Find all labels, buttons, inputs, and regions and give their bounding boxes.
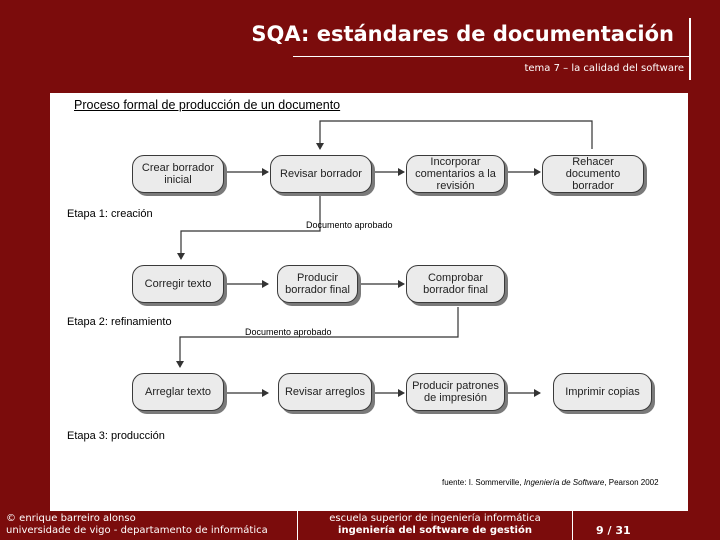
header-divider-horizontal [293, 56, 691, 57]
process-producir-borrador-final: Producir borrador final [277, 265, 358, 303]
process-crear-borrador: Crear borrador inicial [132, 155, 224, 193]
process-incorporar-comentarios: Incorporar comentarios a la revisión [406, 155, 505, 193]
footer-divider-right [572, 510, 573, 540]
footer-affiliation: universidade de vigo - departamento de informática [6, 525, 268, 536]
header-divider-vertical [689, 18, 691, 80]
footer-course-block [300, 513, 570, 537]
arrow-comprobar-loop-back [180, 307, 458, 367]
footer-author-block [6, 513, 268, 537]
source-prefix: fuente: I. Sommerville, [442, 478, 524, 487]
process-rehacer-documento: Rehacer documento borrador [542, 155, 644, 193]
process-imprimir-copias: Imprimir copias [553, 373, 652, 411]
process-revisar-borrador: Revisar borrador [270, 155, 372, 193]
stage-label-refinamiento: Etapa 2: refinamiento [67, 316, 172, 328]
slide-subtitle: tema 7 – la calidad del software [524, 63, 684, 74]
source-citation [442, 478, 659, 487]
process-arreglar-texto: Arreglar texto [132, 373, 224, 411]
footer-divider-left [297, 510, 298, 540]
content-title: Proceso formal de producción de un documento [74, 98, 341, 112]
stage-label-produccion: Etapa 3: producción [67, 430, 165, 442]
source-book: Ingeniería de Software [523, 478, 605, 487]
footer-author: © enrique barreiro alonso [6, 513, 136, 524]
process-corregir-texto: Corregir texto [132, 265, 224, 303]
approved-note-2: Documento aprobado [245, 327, 332, 337]
arrow-rehacer-loop-back [320, 121, 592, 149]
arrow-approved-to-corregir [181, 196, 320, 259]
approved-note-1: Documento aprobado [306, 220, 393, 230]
process-revisar-arreglos: Revisar arreglos [278, 373, 372, 411]
stage-label-creacion: Etapa 1: creación [67, 208, 153, 220]
slide-title: SQA: estándares de documentación [251, 22, 674, 46]
content-panel [50, 93, 688, 511]
process-comprobar-borrador-final: Comprobar borrador final [406, 265, 505, 303]
page-number: 9 / 31 [596, 524, 631, 537]
source-suffix: , Pearson 2002 [604, 478, 659, 487]
process-producir-patrones: Producir patrones de impresión [406, 373, 505, 411]
footer-school: escuela superior de ingeniería informática [329, 513, 541, 524]
footer-course: ingeniería del software de gestión [338, 525, 532, 536]
